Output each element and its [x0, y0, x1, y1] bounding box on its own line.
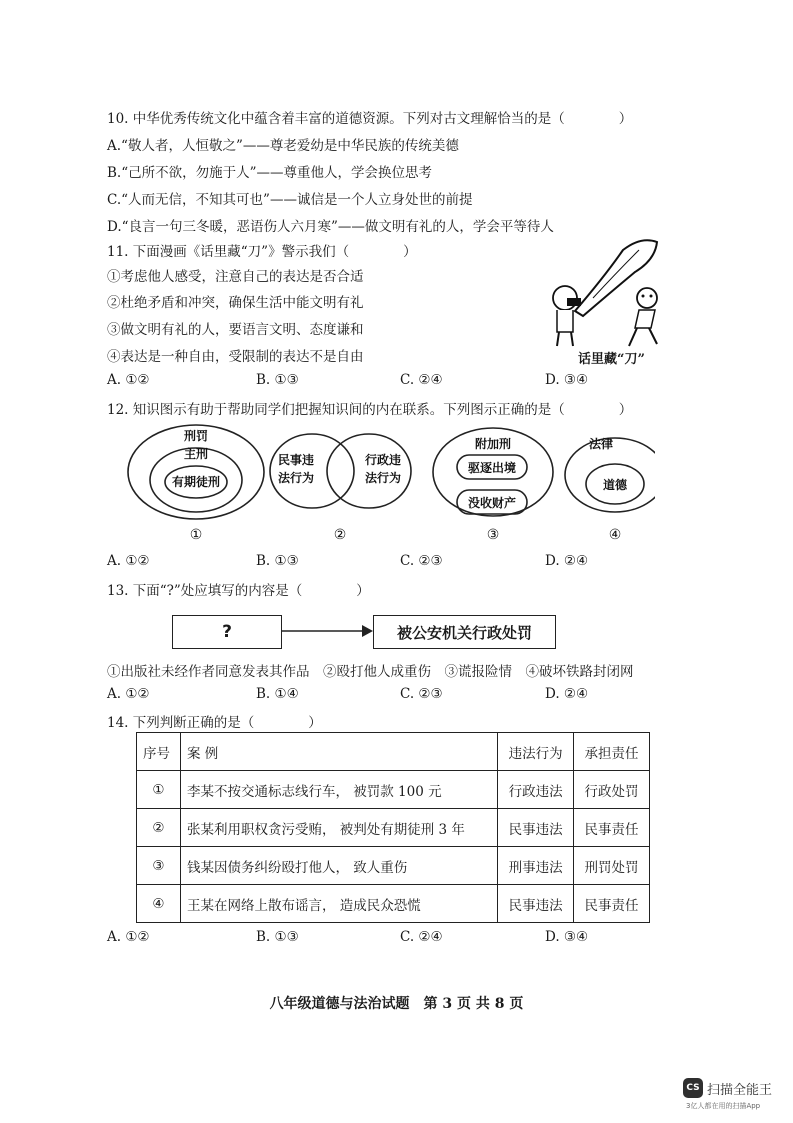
q10-option-b: B.“己所不欲，勿施于人”——尊重他人，学会换位思考: [107, 165, 433, 181]
q11-option-b: B. ①③: [256, 372, 299, 388]
d2-left-line2: 法行为: [277, 471, 315, 485]
d2-right-line2: 法行为: [364, 471, 402, 485]
q14-option-b: B. ①③: [256, 929, 299, 945]
row-case: 王某在网络上散布谣言， 造成民众恐慌: [180, 885, 497, 923]
scanner-logo-icon: CS: [683, 1078, 703, 1098]
q14-table: [136, 732, 650, 923]
q10-stem: 10. 中华优秀传统文化中蕴含着丰富的道德资源。下列对古文理解恰当的是（ ）: [107, 111, 633, 127]
q11-stem: 11. 下面漫画《话里藏“刀”》警示我们（ ）: [107, 244, 417, 260]
q13-items: ①出版社未经作者同意发表其作品 ②殴打他人成重伤 ③谎报险情 ④破坏铁路封闭网: [107, 664, 634, 680]
q13-result-box: 被公安机关行政处罚: [373, 615, 556, 649]
table-row: [137, 847, 650, 885]
q12-diagrams: [125, 422, 655, 544]
header-liability: 承担责任: [574, 733, 650, 771]
row-violation: 民事违法: [498, 809, 574, 847]
q14-option-d: D. ③④: [545, 929, 589, 945]
arrow-right-icon: [282, 622, 374, 640]
table-header-row: [137, 733, 650, 771]
page-footer: 八年级道德与法治试题 第 3 页 共 8 页: [269, 996, 524, 1012]
cartoon-caption: 话里藏“刀”: [578, 352, 645, 367]
row-index: ②: [137, 809, 181, 847]
q13-option-b: B. ①④: [256, 686, 299, 702]
header-index: 序号: [137, 733, 181, 771]
q11-option-a: A. ①②: [107, 372, 150, 388]
q10-option-c: C.“人而无信，不知其可也”——诚信是一个人立身处世的前提: [107, 192, 473, 208]
row-liability: 刑罚处罚: [574, 847, 650, 885]
q10-option-a: A.“敬人者，人恒敬之”——尊老爱幼是中华民族的传统美德: [107, 138, 459, 154]
d4-outer-label: 法律: [588, 437, 614, 451]
d3-item-b: 没收财产: [467, 496, 517, 510]
d4-inner-label: 道德: [602, 478, 628, 492]
row-case: 李某不按交通标志线行车， 被罚款 100 元: [180, 771, 497, 809]
header-violation: 违法行为: [498, 733, 574, 771]
q13-unknown-box: ?: [172, 615, 282, 649]
q12-option-c: C. ②③: [400, 553, 443, 569]
q11-item-3: ③做文明有礼的人，要语言文明、态度谦和: [107, 322, 364, 338]
q13-option-a: A. ①②: [107, 686, 150, 702]
row-liability: 行政处罚: [574, 771, 650, 809]
row-index: ①: [137, 771, 181, 809]
q13-option-c: C. ②③: [400, 686, 443, 702]
d1-inner-label: 有期徒刑: [171, 475, 221, 489]
q11-option-d: D. ③④: [545, 372, 589, 388]
d3-number: ③: [486, 527, 500, 543]
d1-outer-label: 刑罚: [183, 429, 209, 443]
q10-option-d: D.“良言一句三冬暖，恶语伤人六月寒”——做文明有礼的人，学会平等待人: [107, 219, 554, 235]
q11-option-c: C. ②④: [400, 372, 443, 388]
row-liability: 民事责任: [574, 809, 650, 847]
row-case: 钱某因债务纠纷殴打他人， 致人重伤: [180, 847, 497, 885]
row-violation: 刑事违法: [498, 847, 574, 885]
row-violation: 民事违法: [498, 885, 574, 923]
table-row: [137, 771, 650, 809]
q12-option-b: B. ①③: [256, 553, 299, 569]
q12-stem: 12. 知识图示有助于帮助同学们把握知识间的内在联系。下列图示正确的是（ ）: [107, 402, 633, 418]
q12-option-d: D. ②④: [545, 553, 589, 569]
row-index: ③: [137, 847, 181, 885]
row-violation: 行政违法: [498, 771, 574, 809]
d2-left-line1: 民事违: [277, 453, 315, 467]
table-row: [137, 885, 650, 923]
d1-number: ①: [189, 527, 203, 543]
d4-number: ④: [608, 527, 622, 543]
q14-option-c: C. ②④: [400, 929, 443, 945]
cartoon-illustration: [545, 236, 675, 354]
q11-item-1: ①考虑他人感受，注意自己的表达是否合适: [107, 269, 364, 285]
d2-right-line1: 行政违: [364, 453, 402, 467]
q14-stem: 14. 下列判断正确的是（ ）: [107, 715, 322, 731]
row-index: ④: [137, 885, 181, 923]
q14-option-a: A. ①②: [107, 929, 150, 945]
d2-number: ②: [333, 527, 347, 543]
header-case: 案 例: [180, 733, 497, 771]
q11-item-4: ④表达是一种自由，受限制的表达不是自由: [107, 349, 364, 365]
scanner-subtitle: 3亿人都在用的扫描App: [686, 1102, 761, 1110]
d3-item-a: 驱逐出境: [467, 461, 517, 475]
row-liability: 民事责任: [574, 885, 650, 923]
q13-option-d: D. ②④: [545, 686, 589, 702]
d1-middle-label: 主刑: [183, 447, 209, 461]
q11-item-2: ②杜绝矛盾和冲突，确保生活中能文明有礼: [107, 295, 364, 311]
q12-option-a: A. ①②: [107, 553, 150, 569]
table-row: [137, 809, 650, 847]
row-case: 张某利用职权贪污受贿， 被判处有期徒刑 3 年: [180, 809, 497, 847]
q13-stem: 13. 下面“?”处应填写的内容是（ ）: [107, 583, 370, 599]
scanner-brand: 扫描全能王: [707, 1083, 773, 1098]
d3-outer-label: 附加刑: [474, 437, 512, 451]
